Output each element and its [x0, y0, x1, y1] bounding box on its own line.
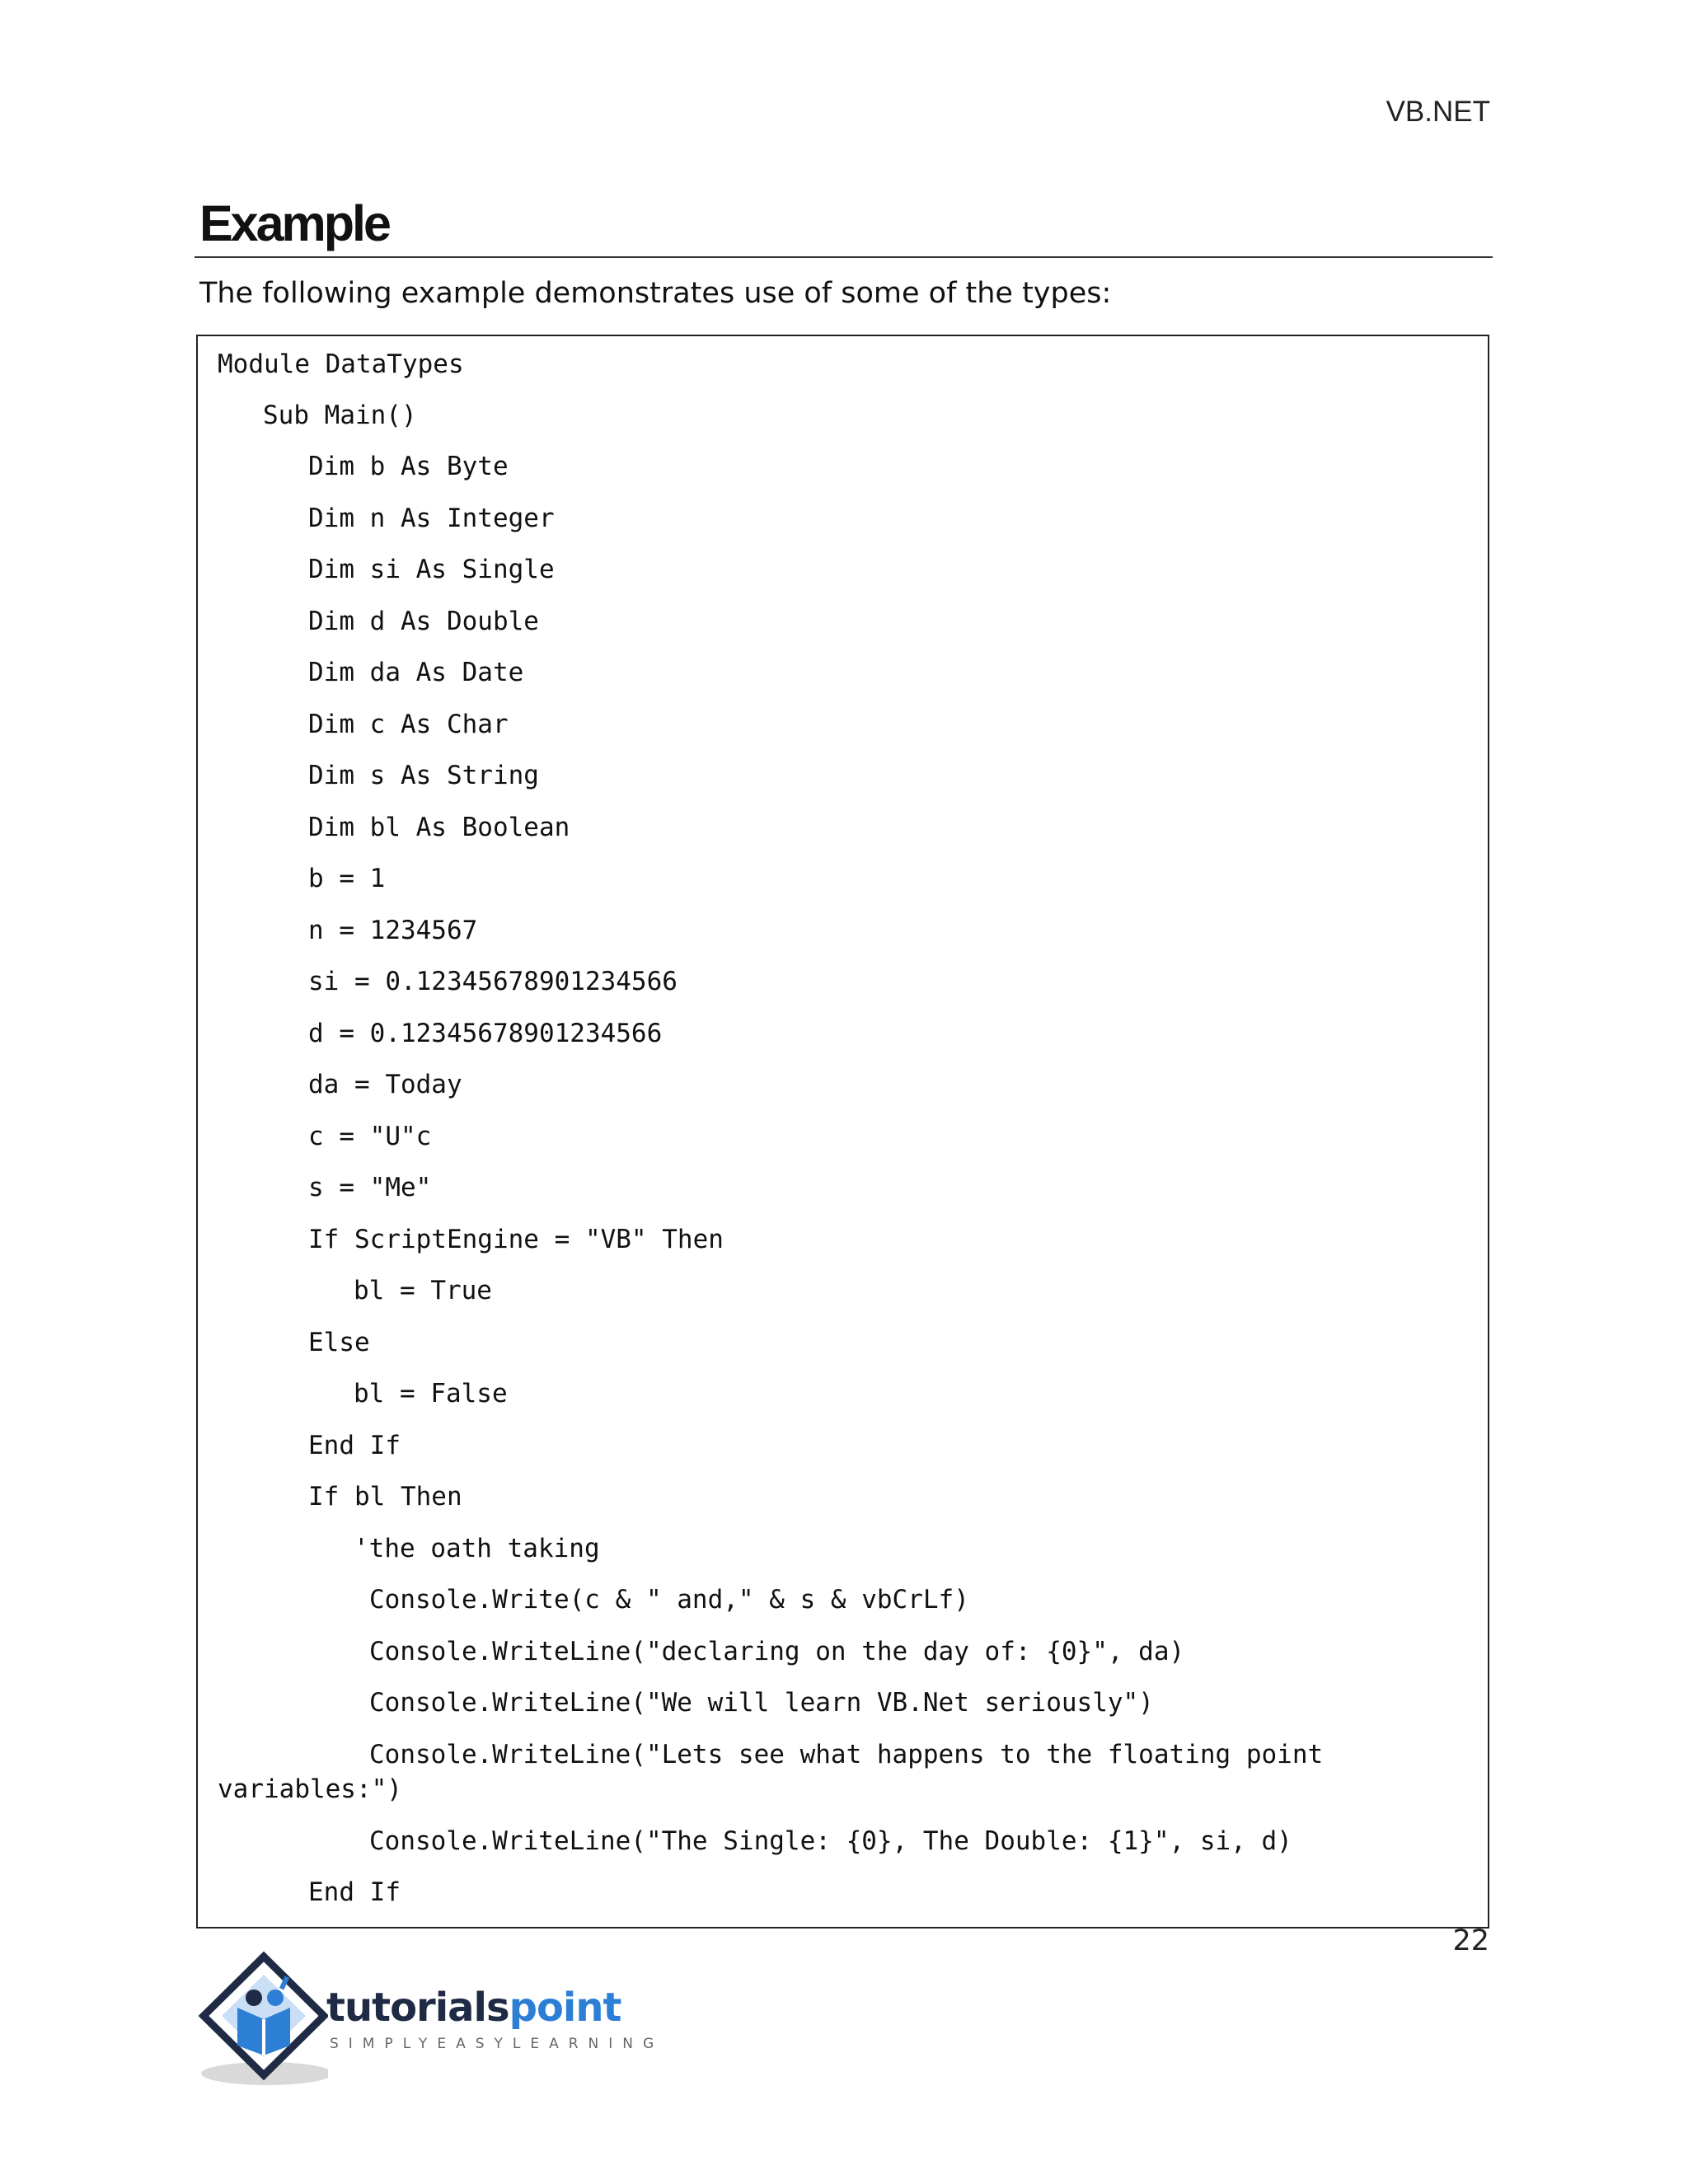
code-line: Console.WriteLine("The Single: {0}, The Double: {1}", si, d) [369, 1826, 1292, 1856]
code-block [196, 335, 1489, 1929]
logo-word-part2: point [509, 1985, 621, 2031]
code-line: Dim bl As Boolean [308, 813, 570, 842]
code-line: Console.Write(c & " and," & s & vbCrLf) [369, 1585, 969, 1615]
code-line: Dim d As Double [308, 607, 539, 636]
code-line: d = 0.12345678901234566 [308, 1019, 663, 1048]
code-line: Dim b As Byte [308, 452, 509, 481]
code-line: Dim si As Single [308, 555, 555, 584]
code-line: If ScriptEngine = "VB" Then [308, 1225, 724, 1254]
code-line: da = Today [308, 1070, 462, 1099]
section-heading: Example [199, 195, 389, 251]
code-line: b = 1 [308, 864, 386, 893]
code-line: bl = False [354, 1379, 508, 1408]
logo-word-part1: tutorials [326, 1985, 509, 2031]
code-line: Sub Main() [263, 401, 417, 430]
tutorialspoint-logo [196, 1950, 664, 2090]
code-line: 'the oath taking [354, 1534, 600, 1563]
logo-mark-icon [196, 1950, 328, 2090]
code-line: End If [308, 1431, 401, 1460]
code-line: Dim s As String [308, 761, 539, 790]
logo-tagline: SIMPLYEASYLEARNING [330, 2036, 664, 2052]
code-line: si = 0.12345678901234566 [308, 967, 678, 996]
code-line: Module DataTypes [218, 349, 464, 379]
code-line: variables:") [218, 1774, 402, 1804]
code-line: End If [308, 1877, 401, 1907]
code-line: Console.WriteLine("Lets see what happens to the floating point [369, 1740, 1324, 1769]
logo-wordmark [326, 1985, 621, 2031]
code-line: c = "U"c [308, 1122, 432, 1151]
code-line: n = 1234567 [308, 916, 478, 945]
page-number: 22 [1452, 1924, 1489, 1957]
code-line: Console.WriteLine("We will learn VB.Net seriously") [369, 1688, 1154, 1718]
code-line: Else [308, 1328, 370, 1357]
code-line: Dim da As Date [308, 658, 524, 687]
code-line: Console.WriteLine("declaring on the day of: {0}", da) [369, 1637, 1185, 1666]
code-line: bl = True [354, 1276, 492, 1305]
code-line: If bl Then [308, 1482, 462, 1511]
heading-divider [195, 256, 1493, 258]
running-header: VB.NET [1386, 96, 1490, 128]
code-line: Dim n As Integer [308, 504, 555, 533]
code-line: s = "Me" [308, 1173, 432, 1202]
intro-paragraph: The following example demonstrates use of some of the types: [199, 277, 1112, 310]
code-line: Dim c As Char [308, 710, 509, 739]
